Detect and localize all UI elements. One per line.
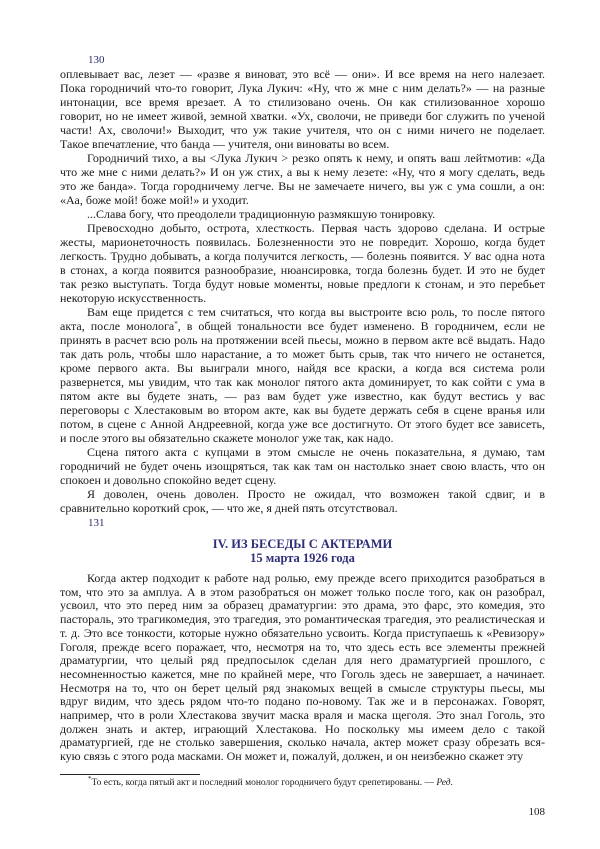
text-line: жесты, марионеточность появилась. Болезненности это не повредит. Хорошо, когда будет: [60, 235, 545, 249]
text-line: ...Слава богу, что преодолели традиционную размякшую тонировку.: [87, 207, 436, 221]
text-line: городничий не будет очень изощряться, так как там он настолько знает свою власть, что он: [60, 459, 545, 473]
text-line: что же мне с ними делать?» И он уж стих, а вы к нему лезете: «Ну, что я могу сделать, ведь: [60, 165, 545, 179]
paragraph: [60, 487, 545, 515]
text-line: Превосходно добыто, острота, хлесткость. Первая часть здорово сделана. И острые: [87, 221, 545, 235]
paragraph: [60, 445, 545, 487]
text-line: в стонах, а когда появится разнообразие, нюансировка, тогда болезнь будет. И это не будет: [60, 263, 545, 277]
text-line: усвоил, что это перед ним за образец драматургии: это драма, это фарс, это комедия, это: [60, 599, 545, 613]
text-line: пастораль, это трагикомедия, это трагедия, это романтическая трагедия, это реалистическая и: [60, 613, 545, 627]
section-heading: IV. ИЗ БЕСЕДЫ С АКТЕРАМИ: [212, 537, 393, 551]
text-line: Гоголя, прежде всего поражает, что, несмотря на то, что здесь есть все элементы прежней: [60, 640, 545, 654]
page-number-108: 108: [528, 806, 545, 818]
text-line: развернется, мы увидим, что так как монолог пятого акта доминирует, то как сойти с ума в: [60, 375, 545, 389]
text-line: потом, в сцене с Анной Андреевной, когда уже все достигнуто. От этого будет все зависеть,: [60, 417, 545, 431]
text-line: легкость. Трудно добывать, а когда получится легкость, — болезнь появится. У вас одна нота: [60, 249, 545, 263]
text-line: оплевывает вас, лезет — «разве я виноват, это всё — они». И все время на него налезает.: [60, 67, 545, 81]
text-line: принять в расчет всю роль на протяжении всей пьесы, можно в первом акте всё выдать. Надо: [60, 333, 545, 347]
text-line: драматургией, где не столько завершения, сколько начала, актер может сразу обрезать вся-: [60, 736, 545, 750]
text-line: так дать роль, чтобы шло нарастание, а то может быть срыв, так что ничего не останется,: [60, 347, 545, 361]
text-line: Когда актер подходит к работе над ролью, ему прежде всего приходится разобраться в: [87, 572, 545, 585]
text-line: говорит, но не имеет живой, земной хватки. «Ух, сволочи, не приведи бог служить по ученой: [60, 109, 545, 123]
text-line: переговоры с Хлестаковым во втором акте, как вы будете держать себя в сцене вранья или: [60, 403, 545, 417]
text-line: несомненностью кажется, мне по крайней мере, что Гоголь здесь не завершает, а начинает.: [60, 667, 545, 681]
text-line: Несмотря на то, что он берет целый ряд знакомых вещей в смысле структуры пьесы, мы: [60, 681, 545, 695]
text-line: Вам еще придется с тем считаться, что когда вы выстроите всю роль, то после пятого: [87, 305, 545, 319]
text-line: «Аа, боже мой! боже мой!» и уходит.: [60, 193, 249, 207]
paragraph: [60, 151, 545, 207]
text-line: сравнительно короткий срок, — что же, я дней пять отсутствовал.: [60, 501, 398, 515]
text-line: Я доволен, очень доволен. Просто не ожидал, что возможен такой сдвиг, и в: [87, 487, 545, 501]
text-line: Пока городничий что-то говорит, Лука Лукич: «Ну, что ж мне с ним делать?» — на разные: [60, 81, 545, 95]
paragraph: [60, 67, 545, 151]
footnote-mark: *: [88, 775, 92, 783]
text-line: Городничий тихо, а вы <Лука Лукич > резко опять к нему, и опять ваш лейтмотив: «Да: [87, 151, 545, 165]
text-line: и после этого вы обязательно скажете монолог уже так, как надо.: [60, 431, 394, 445]
text-line: части! Ах, сволочи!» Выходит, что уж такие учителя, что он с ними ничего не поделает.: [60, 123, 545, 137]
text-line: т. д. Это все тонкости, которые нужно обязательно усвоить. Когда приступаешь к «Ревизору»: [60, 626, 545, 640]
paragraph: [60, 572, 545, 764]
text-line: например, что в роли Хлестакова звучит маска враля и маска щеголя. Это знал Гоголь, это: [60, 709, 545, 723]
footnote-ref: *: [174, 320, 178, 328]
text-section-1: [60, 67, 545, 515]
page-number-130: 130: [88, 54, 105, 66]
text-line: интонации, все время врезает. А то стилизовано очень. Он как стилизованное хорошо: [60, 95, 545, 109]
text-line: так резко выступать. Тогда будут новые моменты, новые предлоги к стонам, и это перебьет: [60, 277, 545, 291]
footnote-divider: [60, 774, 200, 775]
text-section-2: [60, 572, 545, 764]
text-line: должен знать и актер, играющий Хлестакова. Но поскольку мы имеем дело с такой: [60, 722, 545, 736]
paragraph: [60, 221, 545, 305]
text-line: Сцена пятого акта с купцами в этом смысле не очень показательна, я думаю, там: [87, 445, 545, 459]
page-number-131: 131: [88, 517, 105, 529]
footnote: [88, 777, 453, 789]
text-line: пятом акте вы будете знать, — раз вам будет уже известно, как будут вестись у вас: [60, 389, 545, 403]
section-date: 15 марта 1926 года: [250, 551, 355, 565]
text-line: это же банда». Тогда городничему легче. Вы не замечаете ничего, вы уж с ума сошли, а он:: [60, 179, 545, 193]
text-line: акта, после монолога*, в общей тональности все будет изменено. В городничем, если не: [60, 319, 545, 333]
text-line: некоторую искусственность.: [60, 291, 207, 305]
text-line: кую связь с этого рода масками. Он может и, пожалуй, должен, и он неизбежно скажет эту: [60, 750, 524, 764]
footnote-text: То есть, когда пятый акт и последний монолог городничего будут срепетированы. —: [91, 778, 437, 788]
text-line: спокоен и довольно спокойно ведет сцену.: [60, 473, 277, 487]
footnote-editor: Ред.: [436, 778, 453, 788]
text-line: кроме первого акта. Вы выиграли много, найдя все краски, а когда вся система роли: [60, 361, 545, 375]
text-line: вдруг видим, что здесь рядом что-то подано по-новому. Так же и в персонажах. Говорят,: [60, 695, 545, 709]
text-line: Такое впечатление, что банда — учителя, они виноваты во всем.: [60, 137, 390, 151]
paragraph: [60, 305, 545, 445]
text-line: том, что это за амплуа. А в этом разобраться он может только после того, как он разобрал,: [60, 585, 545, 599]
paragraph: [60, 207, 545, 221]
text-line: драматургии, что целый ряд предпосылок сделан для него драматургией прошлого, с: [60, 654, 545, 668]
